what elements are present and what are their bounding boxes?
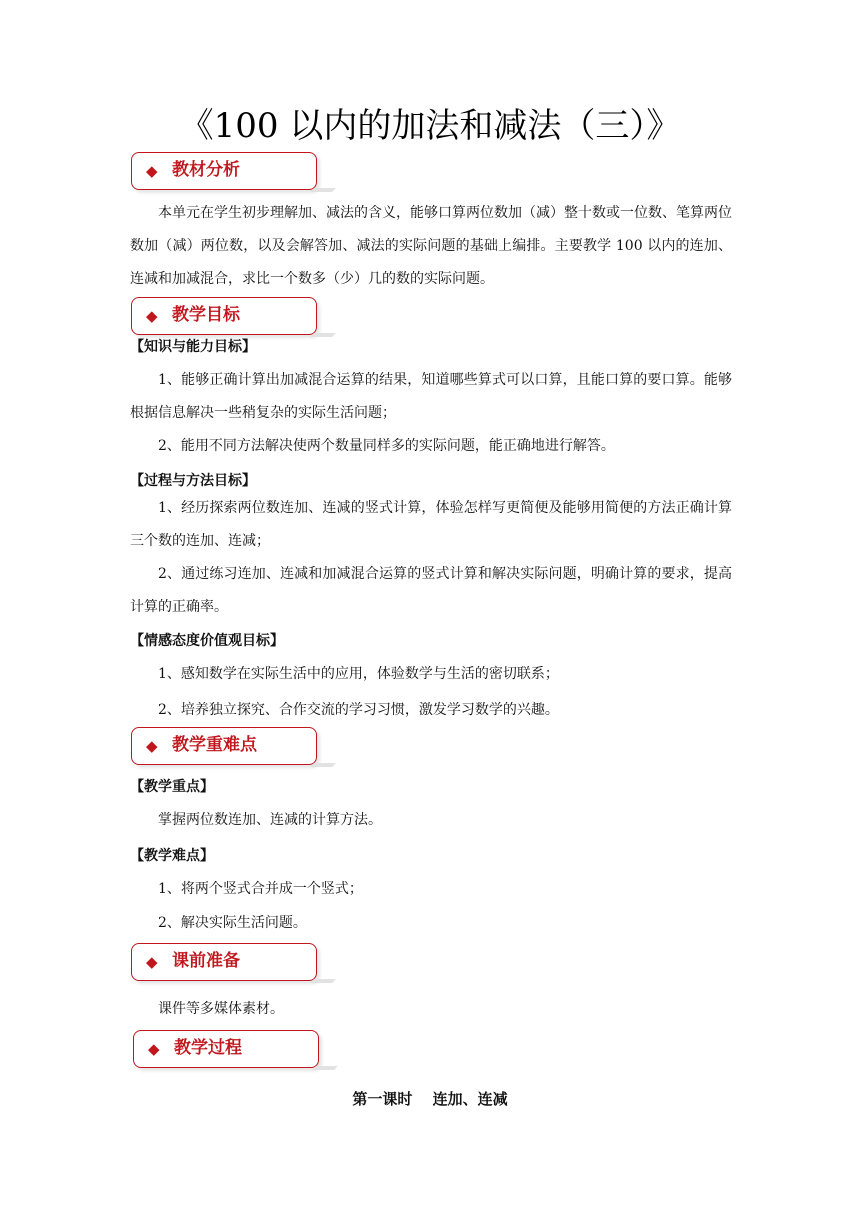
section-label: 课前准备 xyxy=(172,951,240,971)
focus-heading: 【教学重点】 xyxy=(130,779,214,795)
diamond-bullet-icon: ◆ xyxy=(146,162,158,180)
header-shadow-tail xyxy=(310,188,336,192)
process-heading: 【过程与方法目标】 xyxy=(130,473,256,489)
difficulty-heading: 【教学难点】 xyxy=(130,848,214,864)
analysis-paragraph: 本单元在学生初步理解加、减法的含义，能够口算两位数加（减）整十数或一位数、笔算两位数加（减）两位数，以及会解答加、减法的实际问题的基础上编排。主要教学 100 以内的连加、连减和加减混合，求比一个数多（少）几的数的实际问题。 xyxy=(130,205,732,287)
diamond-bullet-icon: ◆ xyxy=(146,737,158,755)
section-label: 教学目标 xyxy=(172,305,240,325)
header-shadow-tail xyxy=(310,333,336,337)
diamond-bullet-icon: ◆ xyxy=(148,1040,160,1058)
diamond-bullet-icon: ◆ xyxy=(146,307,158,325)
section-header-process xyxy=(133,1030,319,1068)
focus-text: 掌握两位数连加、连减的计算方法。 xyxy=(158,812,382,828)
header-shadow-tail xyxy=(312,1066,338,1070)
section-label: 教材分析 xyxy=(172,160,240,180)
difficulty-item-1: 1、将两个竖式合并成一个竖式； xyxy=(158,881,363,897)
diamond-bullet-icon: ◆ xyxy=(146,953,158,971)
section-header-goals xyxy=(131,297,317,335)
section-header-key-points xyxy=(131,727,317,765)
document-title: 《100 以内的加法和减法（三）》 xyxy=(179,106,681,146)
header-shadow-tail xyxy=(310,979,336,983)
lesson-title: 第一课时 连加、连减 xyxy=(352,1090,508,1108)
knowledge-item-2: 2、能用不同方法解决使两个数量同样多的实际问题，能正确地进行解答。 xyxy=(158,438,615,454)
emotion-item-2: 2、培养独立探究、合作交流的学习习惯，激发学习数学的兴趣。 xyxy=(158,702,559,718)
process-item-1: 1、经历探索两位数连加、连减的竖式计算，体验怎样写更简便及能够用简便的方法正确计算三个数的连加、连减； xyxy=(130,500,732,549)
section-header-preparation xyxy=(131,943,317,981)
emotion-item-1: 1、感知数学在实际生活中的应用，体验数学与生活的密切联系； xyxy=(158,666,559,682)
process-item-2: 2、通过练习连加、连减和加减混合运算的竖式计算和解决实际问题，明确计算的要求，提高计算的正确率。 xyxy=(130,566,732,615)
knowledge-item-1: 1、能够正确计算出加减混合运算的结果，知道哪些算式可以口算，且能口算的要口算。能够根据信息解决一些稍复杂的实际生活问题； xyxy=(130,372,732,421)
emotion-heading: 【情感态度价值观目标】 xyxy=(130,633,284,649)
section-label: 教学重难点 xyxy=(172,735,257,755)
knowledge-heading: 【知识与能力目标】 xyxy=(130,339,256,355)
header-shadow-tail xyxy=(310,763,336,767)
preparation-text: 课件等多媒体素材。 xyxy=(158,1001,284,1017)
section-header-analysis xyxy=(131,152,317,190)
section-label: 教学过程 xyxy=(174,1038,242,1058)
difficulty-item-2: 2、解决实际生活问题。 xyxy=(158,915,307,931)
